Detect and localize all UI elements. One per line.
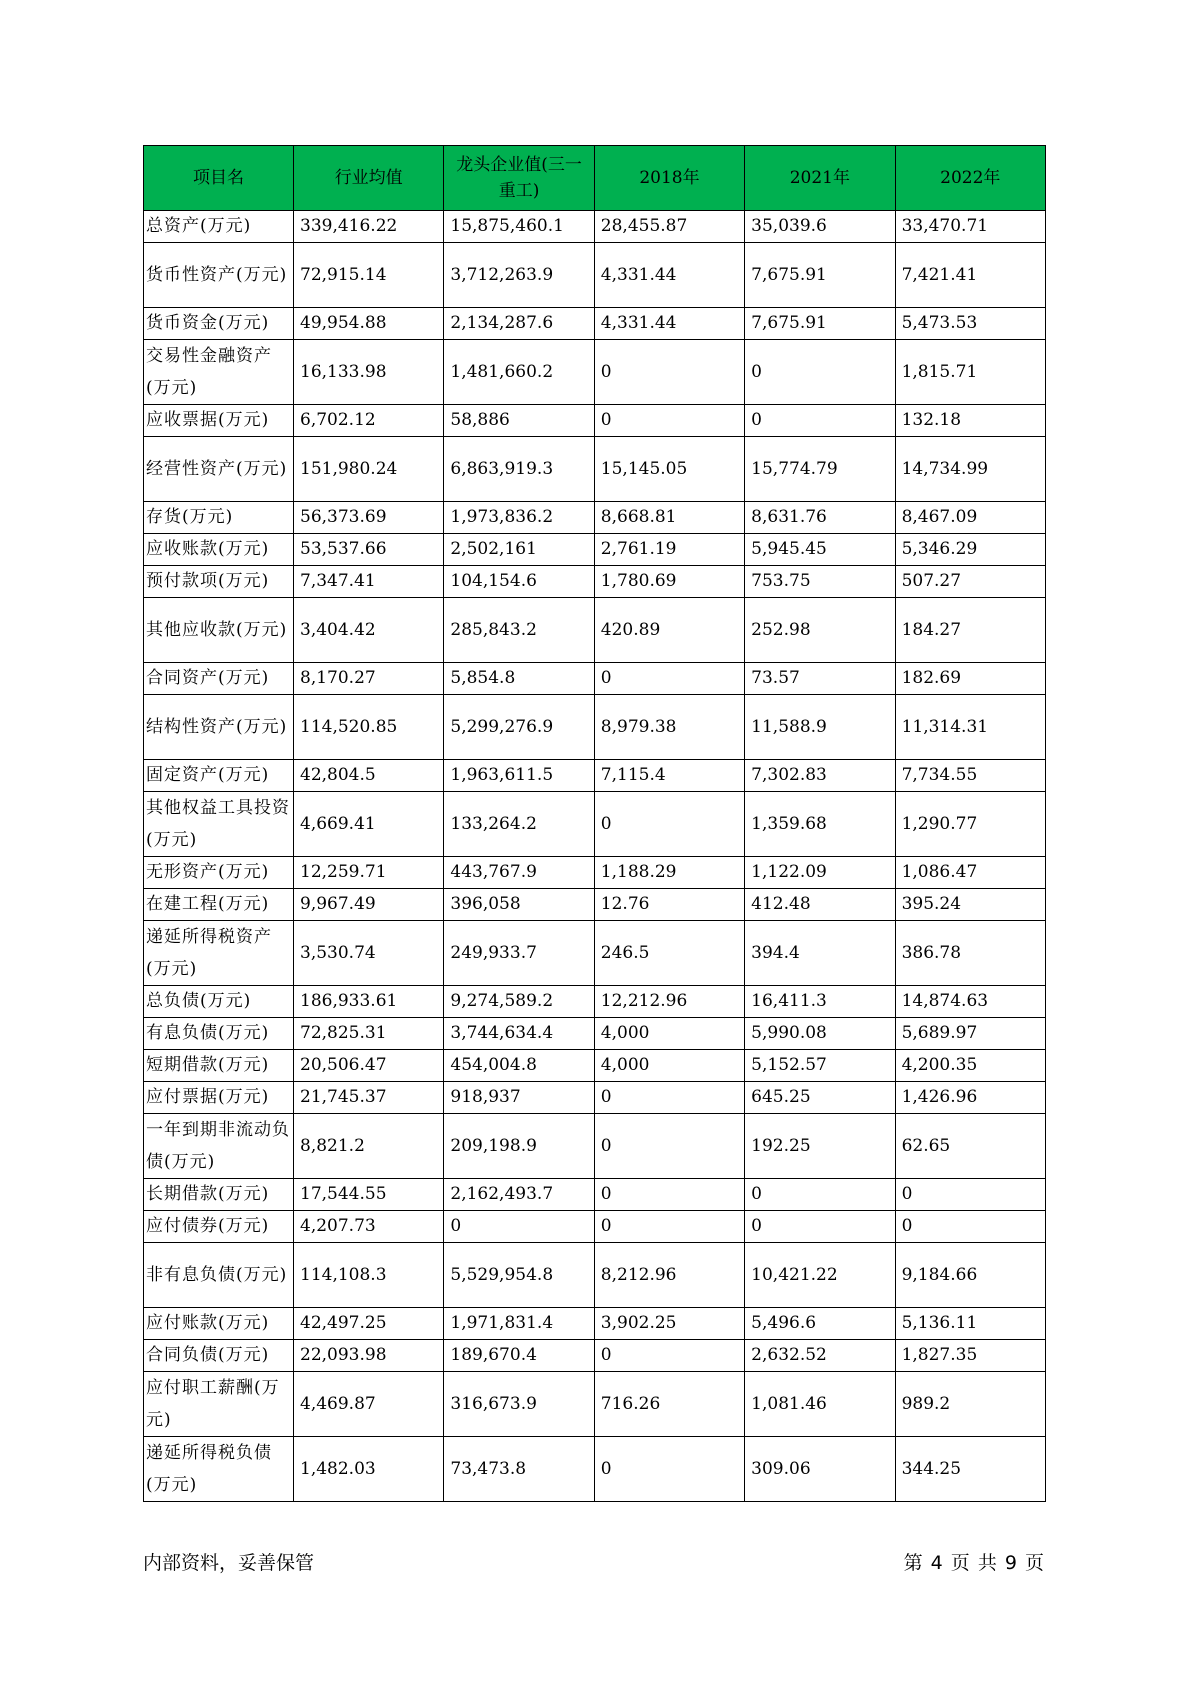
cell-2022: 344.25	[895, 1437, 1045, 1502]
cell-2022: 9,184.66	[895, 1243, 1045, 1308]
row-label: 货币性资产(万元)	[144, 243, 294, 308]
table-row	[144, 1340, 1046, 1372]
row-label: 应付账款(万元)	[144, 1308, 294, 1340]
table-row	[144, 534, 1046, 566]
table-row	[144, 308, 1046, 340]
row-label: 其他应收款(万元)	[144, 598, 294, 663]
header-row	[144, 146, 1046, 211]
cell-2022: 0	[895, 1179, 1045, 1211]
row-label: 固定资产(万元)	[144, 760, 294, 792]
cell-2018: 4,331.44	[594, 308, 744, 340]
row-label: 应付职工薪酬(万元)	[144, 1372, 294, 1437]
table-row	[144, 792, 1046, 857]
cell-2022: 507.27	[895, 566, 1045, 598]
row-label: 合同资产(万元)	[144, 663, 294, 695]
cell-industry-average: 12,259.71	[294, 857, 444, 889]
header-cell-leading-company: 龙头企业值(三一重工)	[444, 146, 594, 211]
table-body	[144, 211, 1046, 1502]
cell-leading-company: 15,875,460.1	[444, 211, 594, 243]
row-label: 递延所得税负债(万元)	[144, 1437, 294, 1502]
cell-leading-company: 2,162,493.7	[444, 1179, 594, 1211]
cell-leading-company: 5,299,276.9	[444, 695, 594, 760]
cell-industry-average: 186,933.61	[294, 986, 444, 1018]
cell-2022: 4,200.35	[895, 1050, 1045, 1082]
cell-2018: 3,902.25	[594, 1308, 744, 1340]
cell-leading-company: 316,673.9	[444, 1372, 594, 1437]
cell-2022: 33,470.71	[895, 211, 1045, 243]
cell-2021: 1,081.46	[745, 1372, 895, 1437]
cell-2018: 716.26	[594, 1372, 744, 1437]
cell-2018: 4,000	[594, 1050, 744, 1082]
row-label: 总负债(万元)	[144, 986, 294, 1018]
cell-leading-company: 1,481,660.2	[444, 340, 594, 405]
cell-industry-average: 16,133.98	[294, 340, 444, 405]
footer-page-number: 第 4 页 共 9 页	[903, 1552, 1045, 1574]
header-cell-2022: 2022年	[895, 146, 1045, 211]
row-label: 在建工程(万元)	[144, 889, 294, 921]
cell-2021: 15,774.79	[745, 437, 895, 502]
cell-2018: 4,000	[594, 1018, 744, 1050]
cell-industry-average: 42,804.5	[294, 760, 444, 792]
cell-industry-average: 42,497.25	[294, 1308, 444, 1340]
cell-2021: 73.57	[745, 663, 895, 695]
cell-2018: 0	[594, 1437, 744, 1502]
cell-industry-average: 8,821.2	[294, 1114, 444, 1179]
cell-industry-average: 114,520.85	[294, 695, 444, 760]
header-cell-2018: 2018年	[594, 146, 744, 211]
cell-2021: 10,421.22	[745, 1243, 895, 1308]
cell-2021: 7,675.91	[745, 243, 895, 308]
cell-industry-average: 72,915.14	[294, 243, 444, 308]
cell-industry-average: 4,669.41	[294, 792, 444, 857]
cell-2022: 386.78	[895, 921, 1045, 986]
cell-leading-company: 0	[444, 1211, 594, 1243]
cell-2021: 2,632.52	[745, 1340, 895, 1372]
cell-2018: 0	[594, 1340, 744, 1372]
cell-2022: 5,346.29	[895, 534, 1045, 566]
cell-2022: 989.2	[895, 1372, 1045, 1437]
cell-2021: 0	[745, 1211, 895, 1243]
cell-industry-average: 3,530.74	[294, 921, 444, 986]
table-row	[144, 405, 1046, 437]
cell-industry-average: 49,954.88	[294, 308, 444, 340]
cell-2018: 8,668.81	[594, 502, 744, 534]
row-label: 货币资金(万元)	[144, 308, 294, 340]
cell-industry-average: 22,093.98	[294, 1340, 444, 1372]
footer-confidential-note: 内部资料，妥善保管	[143, 1552, 315, 1574]
cell-industry-average: 6,702.12	[294, 405, 444, 437]
cell-leading-company: 5,529,954.8	[444, 1243, 594, 1308]
cell-industry-average: 21,745.37	[294, 1082, 444, 1114]
cell-2022: 395.24	[895, 889, 1045, 921]
cell-leading-company: 249,933.7	[444, 921, 594, 986]
cell-2022: 62.65	[895, 1114, 1045, 1179]
header-cell-industry-average: 行业均值	[294, 146, 444, 211]
cell-2021: 5,152.57	[745, 1050, 895, 1082]
cell-2022: 132.18	[895, 405, 1045, 437]
cell-leading-company: 3,744,634.4	[444, 1018, 594, 1050]
row-label: 经营性资产(万元)	[144, 437, 294, 502]
cell-2018: 0	[594, 405, 744, 437]
cell-2021: 7,675.91	[745, 308, 895, 340]
cell-2018: 0	[594, 1114, 744, 1179]
cell-2022: 182.69	[895, 663, 1045, 695]
cell-2018: 4,331.44	[594, 243, 744, 308]
cell-industry-average: 8,170.27	[294, 663, 444, 695]
cell-2018: 28,455.87	[594, 211, 744, 243]
cell-2022: 1,827.35	[895, 1340, 1045, 1372]
cell-2018: 1,188.29	[594, 857, 744, 889]
cell-2021: 412.48	[745, 889, 895, 921]
row-label: 总资产(万元)	[144, 211, 294, 243]
cell-2022: 5,136.11	[895, 1308, 1045, 1340]
table-row	[144, 1437, 1046, 1502]
cell-2021: 753.75	[745, 566, 895, 598]
row-label: 其他权益工具投资(万元)	[144, 792, 294, 857]
cell-2018: 12.76	[594, 889, 744, 921]
cell-2021: 8,631.76	[745, 502, 895, 534]
table-row	[144, 1308, 1046, 1340]
cell-2021: 645.25	[745, 1082, 895, 1114]
cell-2021: 394.4	[745, 921, 895, 986]
cell-leading-company: 1,963,611.5	[444, 760, 594, 792]
cell-2022: 5,689.97	[895, 1018, 1045, 1050]
cell-2021: 16,411.3	[745, 986, 895, 1018]
cell-2021: 5,990.08	[745, 1018, 895, 1050]
table-row	[144, 1372, 1046, 1437]
cell-2022: 8,467.09	[895, 502, 1045, 534]
row-label: 存货(万元)	[144, 502, 294, 534]
table-row	[144, 566, 1046, 598]
cell-leading-company: 104,154.6	[444, 566, 594, 598]
cell-industry-average: 17,544.55	[294, 1179, 444, 1211]
cell-leading-company: 73,473.8	[444, 1437, 594, 1502]
cell-2021: 0	[745, 1179, 895, 1211]
cell-2022: 0	[895, 1211, 1045, 1243]
cell-2021: 1,359.68	[745, 792, 895, 857]
cell-2018: 2,761.19	[594, 534, 744, 566]
cell-2021: 7,302.83	[745, 760, 895, 792]
table-row	[144, 211, 1046, 243]
row-label: 应收账款(万元)	[144, 534, 294, 566]
table-row	[144, 1211, 1046, 1243]
table-row	[144, 695, 1046, 760]
row-label: 应付票据(万元)	[144, 1082, 294, 1114]
row-label: 有息负债(万元)	[144, 1018, 294, 1050]
table-row	[144, 1114, 1046, 1179]
table-row	[144, 986, 1046, 1018]
table-row	[144, 1050, 1046, 1082]
cell-industry-average: 1,482.03	[294, 1437, 444, 1502]
table-row	[144, 243, 1046, 308]
row-label: 一年到期非流动负债(万元)	[144, 1114, 294, 1179]
row-label: 递延所得税资产(万元)	[144, 921, 294, 986]
cell-2018: 8,979.38	[594, 695, 744, 760]
cell-industry-average: 151,980.24	[294, 437, 444, 502]
cell-leading-company: 918,937	[444, 1082, 594, 1114]
table-row	[144, 598, 1046, 663]
row-label: 结构性资产(万元)	[144, 695, 294, 760]
table-row	[144, 340, 1046, 405]
cell-industry-average: 9,967.49	[294, 889, 444, 921]
cell-2018: 0	[594, 1082, 744, 1114]
table-row	[144, 889, 1046, 921]
cell-2021: 11,588.9	[745, 695, 895, 760]
row-label: 交易性金融资产(万元)	[144, 340, 294, 405]
cell-industry-average: 4,469.87	[294, 1372, 444, 1437]
cell-2022: 7,734.55	[895, 760, 1045, 792]
row-label: 短期借款(万元)	[144, 1050, 294, 1082]
cell-2021: 309.06	[745, 1437, 895, 1502]
cell-leading-company: 209,198.9	[444, 1114, 594, 1179]
cell-2022: 11,314.31	[895, 695, 1045, 760]
cell-2018: 246.5	[594, 921, 744, 986]
cell-2021: 5,945.45	[745, 534, 895, 566]
cell-industry-average: 72,825.31	[294, 1018, 444, 1050]
cell-leading-company: 133,264.2	[444, 792, 594, 857]
cell-leading-company: 9,274,589.2	[444, 986, 594, 1018]
cell-2018: 0	[594, 792, 744, 857]
cell-leading-company: 5,854.8	[444, 663, 594, 695]
cell-leading-company: 189,670.4	[444, 1340, 594, 1372]
cell-2022: 1,815.71	[895, 340, 1045, 405]
cell-leading-company: 1,973,836.2	[444, 502, 594, 534]
cell-2018: 0	[594, 340, 744, 405]
table-row	[144, 1018, 1046, 1050]
table-row	[144, 437, 1046, 502]
row-label: 无形资产(万元)	[144, 857, 294, 889]
row-label: 合同负债(万元)	[144, 1340, 294, 1372]
cell-2021: 1,122.09	[745, 857, 895, 889]
cell-leading-company: 443,767.9	[444, 857, 594, 889]
financial-data-table	[143, 145, 1046, 1502]
table-row	[144, 857, 1046, 889]
cell-industry-average: 20,506.47	[294, 1050, 444, 1082]
row-label: 应付债券(万元)	[144, 1211, 294, 1243]
table-row	[144, 760, 1046, 792]
cell-industry-average: 56,373.69	[294, 502, 444, 534]
row-label: 长期借款(万元)	[144, 1179, 294, 1211]
table-row	[144, 1082, 1046, 1114]
cell-leading-company: 1,971,831.4	[444, 1308, 594, 1340]
cell-2021: 192.25	[745, 1114, 895, 1179]
table-row	[144, 502, 1046, 534]
cell-2018: 420.89	[594, 598, 744, 663]
cell-leading-company: 6,863,919.3	[444, 437, 594, 502]
cell-2022: 1,290.77	[895, 792, 1045, 857]
cell-2021: 35,039.6	[745, 211, 895, 243]
cell-2021: 5,496.6	[745, 1308, 895, 1340]
row-label: 应收票据(万元)	[144, 405, 294, 437]
cell-industry-average: 7,347.41	[294, 566, 444, 598]
cell-leading-company: 396,058	[444, 889, 594, 921]
cell-industry-average: 114,108.3	[294, 1243, 444, 1308]
header-cell-item-name: 项目名	[144, 146, 294, 211]
cell-2018: 0	[594, 1211, 744, 1243]
cell-2022: 14,734.99	[895, 437, 1045, 502]
cell-2022: 14,874.63	[895, 986, 1045, 1018]
cell-leading-company: 58,886	[444, 405, 594, 437]
table-header	[144, 146, 1046, 211]
cell-2018: 7,115.4	[594, 760, 744, 792]
cell-2018: 15,145.05	[594, 437, 744, 502]
cell-2022: 1,426.96	[895, 1082, 1045, 1114]
cell-2018: 0	[594, 663, 744, 695]
cell-leading-company: 2,502,161	[444, 534, 594, 566]
cell-2018: 12,212.96	[594, 986, 744, 1018]
cell-2022: 1,086.47	[895, 857, 1045, 889]
cell-2021: 252.98	[745, 598, 895, 663]
row-label: 预付款项(万元)	[144, 566, 294, 598]
table-row	[144, 663, 1046, 695]
table-row	[144, 1179, 1046, 1211]
cell-leading-company: 2,134,287.6	[444, 308, 594, 340]
cell-industry-average: 339,416.22	[294, 211, 444, 243]
cell-leading-company: 285,843.2	[444, 598, 594, 663]
cell-industry-average: 3,404.42	[294, 598, 444, 663]
header-cell-2021: 2021年	[745, 146, 895, 211]
cell-2021: 0	[745, 405, 895, 437]
cell-leading-company: 3,712,263.9	[444, 243, 594, 308]
cell-2022: 7,421.41	[895, 243, 1045, 308]
row-label: 非有息负债(万元)	[144, 1243, 294, 1308]
cell-industry-average: 53,537.66	[294, 534, 444, 566]
cell-2021: 0	[745, 340, 895, 405]
cell-leading-company: 454,004.8	[444, 1050, 594, 1082]
cell-2018: 0	[594, 1179, 744, 1211]
cell-industry-average: 4,207.73	[294, 1211, 444, 1243]
cell-2018: 8,212.96	[594, 1243, 744, 1308]
cell-2022: 184.27	[895, 598, 1045, 663]
table-row	[144, 921, 1046, 986]
cell-2022: 5,473.53	[895, 308, 1045, 340]
table-row	[144, 1243, 1046, 1308]
cell-2018: 1,780.69	[594, 566, 744, 598]
